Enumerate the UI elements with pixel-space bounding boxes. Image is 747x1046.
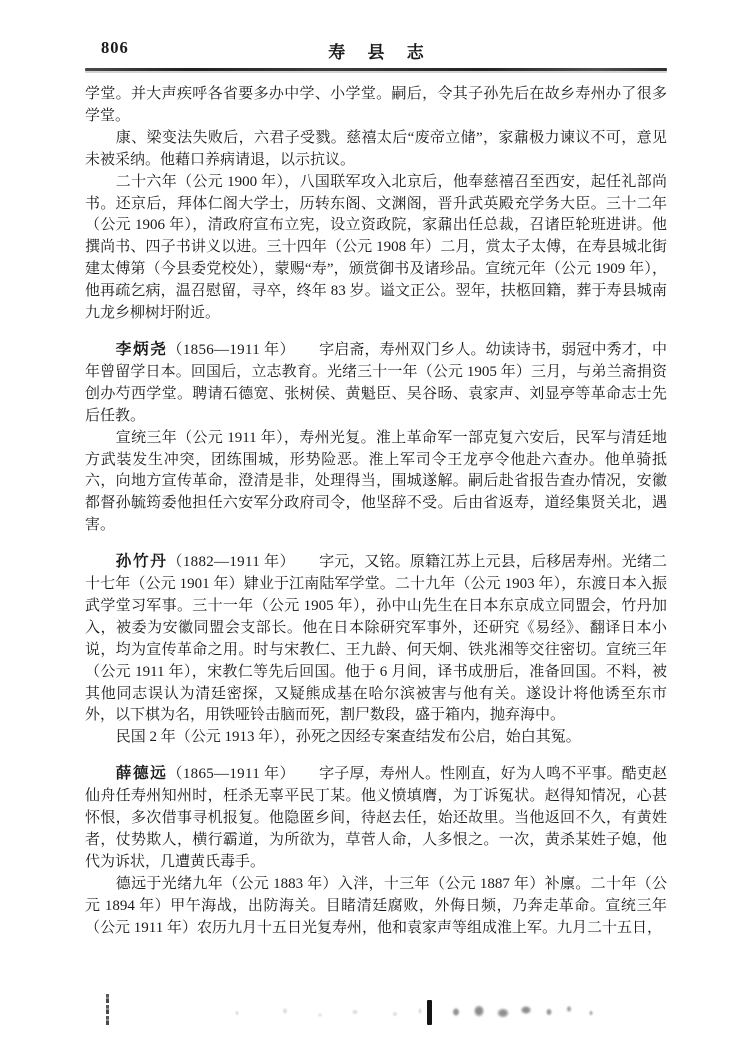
- bio-paragraph: 民国 2 年（公元 1913 年），孙死之因经专案查结发布公启，始白其冤。: [115, 729, 581, 746]
- bio-paragraph: 德远于光绪九年（公元 1883 年）入泮，十三年（公元 1887 年）补廪。二十年（公元 1894 年）甲午海战，出防海关。目睹清廷腐败，外侮日频，乃奔走革命。宣统三年（公元 1911 年）农历九月十五日光复寿州，他和袁家声等组成淮上军。九月二十五日，: [85, 875, 667, 936]
- header-rule: [85, 68, 667, 71]
- bio-name: 李炳尧: [115, 340, 168, 358]
- bio-name: 孙竹丹: [115, 553, 168, 571]
- paragraph-schools-continuation: 学堂。并大声疾呼各省要多办中学、小学堂。嗣后，令其子孙先后在故乡寿州办了很多学堂。: [85, 86, 667, 124]
- bio-section-sun-zhudan: [85, 551, 667, 749]
- paragraph-year-26-onward: 二十六年（公元 1900 年），八国联军攻入北京后，他奉慈禧召至西安，起任礼部尚书。还京后，拜体仁阁大学士，历转东阁、文渊阁，晋升武英殿充学务大臣。三十二年（公元 1906 年），清政府宣布立宪，设立资政院，家鼐出任总裁，召诸臣轮班进讲。他撰尚书、四子书讲义以进。三十四年（公元 1908 年）二月，赏太子太傅，在寿县城北街建太傅第（今县委党校处），蒙赐“寿”，颁赏御书及诸珍品。宣统元年（公元 1909 年），他再疏乞病，温召慰留，寻卒，终年 83 岁。谥文正公。翌年，扶柩回籍，葬于寿县城南九龙乡柳树圩附近。: [85, 173, 667, 322]
- scan-artifact-ink-bar: [427, 1000, 432, 1025]
- page-number: 806: [101, 38, 129, 57]
- bio-name: 薛德远: [115, 765, 168, 783]
- bio-intro-text: 字元，又铭。原籍江苏上元县，后移居寿州。光绪二十七年（公元 1901 年）肄业于江南陆军学堂。二十九年（公元 1903 年），东渡日本入振武学堂习军事。三十一年（公元 1905 年），孙中山先生在日本东京成立同盟会，竹丹加入，被委为安徽同盟会支部长。他在日本除研究军事外，还研究《易经》、翻译日本小说，均为宣传革命之用。时与宋教仁、王九龄、何天炯、铁兆湘等交往密切。宣统三年（公元 1911 年），宋教仁等先后回国。他于 6 月间，译书成册后，准备回国。不料，被其他同志误认为清廷密探，又疑熊成基在哈尔滨被害与他有关。遂设计将他诱至东市外，以下棋为名，用铁哑铃击脑而死，割尸数段，盛于箱内，抛弃海中。: [85, 554, 667, 724]
- bio-heading-paragraph: [85, 763, 667, 874]
- paragraph-kang-liang-reform: 康、梁变法失败后，六君子受戮。慈禧太后“废帝立储”，家鼐极力谏议不可，意见未被采纳。他藉口养病请退，以示抗议。: [85, 129, 667, 168]
- bio-intro-text: 字启斋，寿州双门乡人。幼读诗书，弱冠中秀才，中年曾留学日本。回国后，立志教育。光绪三十一年（公元 1905 年）三月，与弟兰斋捐资创办芍西学堂。聘请石德宽、张树侯、黄魁臣、吴谷旸、袁家声、刘显亭等革命志士先后任教。: [85, 341, 667, 424]
- bio-years: （1865—1911 年）: [167, 766, 296, 783]
- bio-intro-text: 字子厚，寿州人。性刚直，好为人鸣不平事。酷吏赵仙舟任寿州知州时，枉杀无辜平民丁某。他义愤填膺，为丁诉冤状。赵得知情况，心甚怀恨，多次借事寻机报复。他隐匿乡间，待赵去任，始还故里。当他返回不久，有黄姓者，仗势欺人，横行霸道，为所欲为，草菅人命，人多恨之。一次，黄杀某姓子媳，他代为诉状，几遭黄氏毒手。: [85, 766, 667, 870]
- scan-artifact-ink-smudge: [441, 999, 601, 1025]
- bio-section-xue-deyuan: [85, 763, 667, 939]
- bio-years: （1856—1911 年）: [167, 341, 296, 358]
- scan-artifact-left-tick: [106, 994, 109, 1026]
- bio-heading-paragraph: [85, 551, 667, 727]
- book-title: 寿 县 志: [328, 43, 433, 62]
- bio-heading-paragraph: [85, 339, 667, 428]
- bio-section-li-bingyao: [85, 339, 667, 537]
- scan-artifact-faint-specks: [225, 1003, 430, 1023]
- bio-years: （1882—1911 年）: [167, 554, 296, 571]
- page-header: [85, 36, 667, 62]
- page-body: [85, 84, 667, 940]
- bio-paragraph: 宣统三年（公元 1911 年），寿州光复。淮上革命军一部克复六安后，民军与清廷地方武装发生冲突，团练围城，形势险恶。淮上军司令王龙亭令他赴六查办。他单骑抵六，向地方宣传革命，澄清是非，处理得当，围城遂解。嗣后赴省报告查办情况，安徽都督孙毓筠委他担任六安军分政府司令，他坚辞不受。后由省返寿，道经集贤关北，遇害。: [85, 429, 667, 534]
